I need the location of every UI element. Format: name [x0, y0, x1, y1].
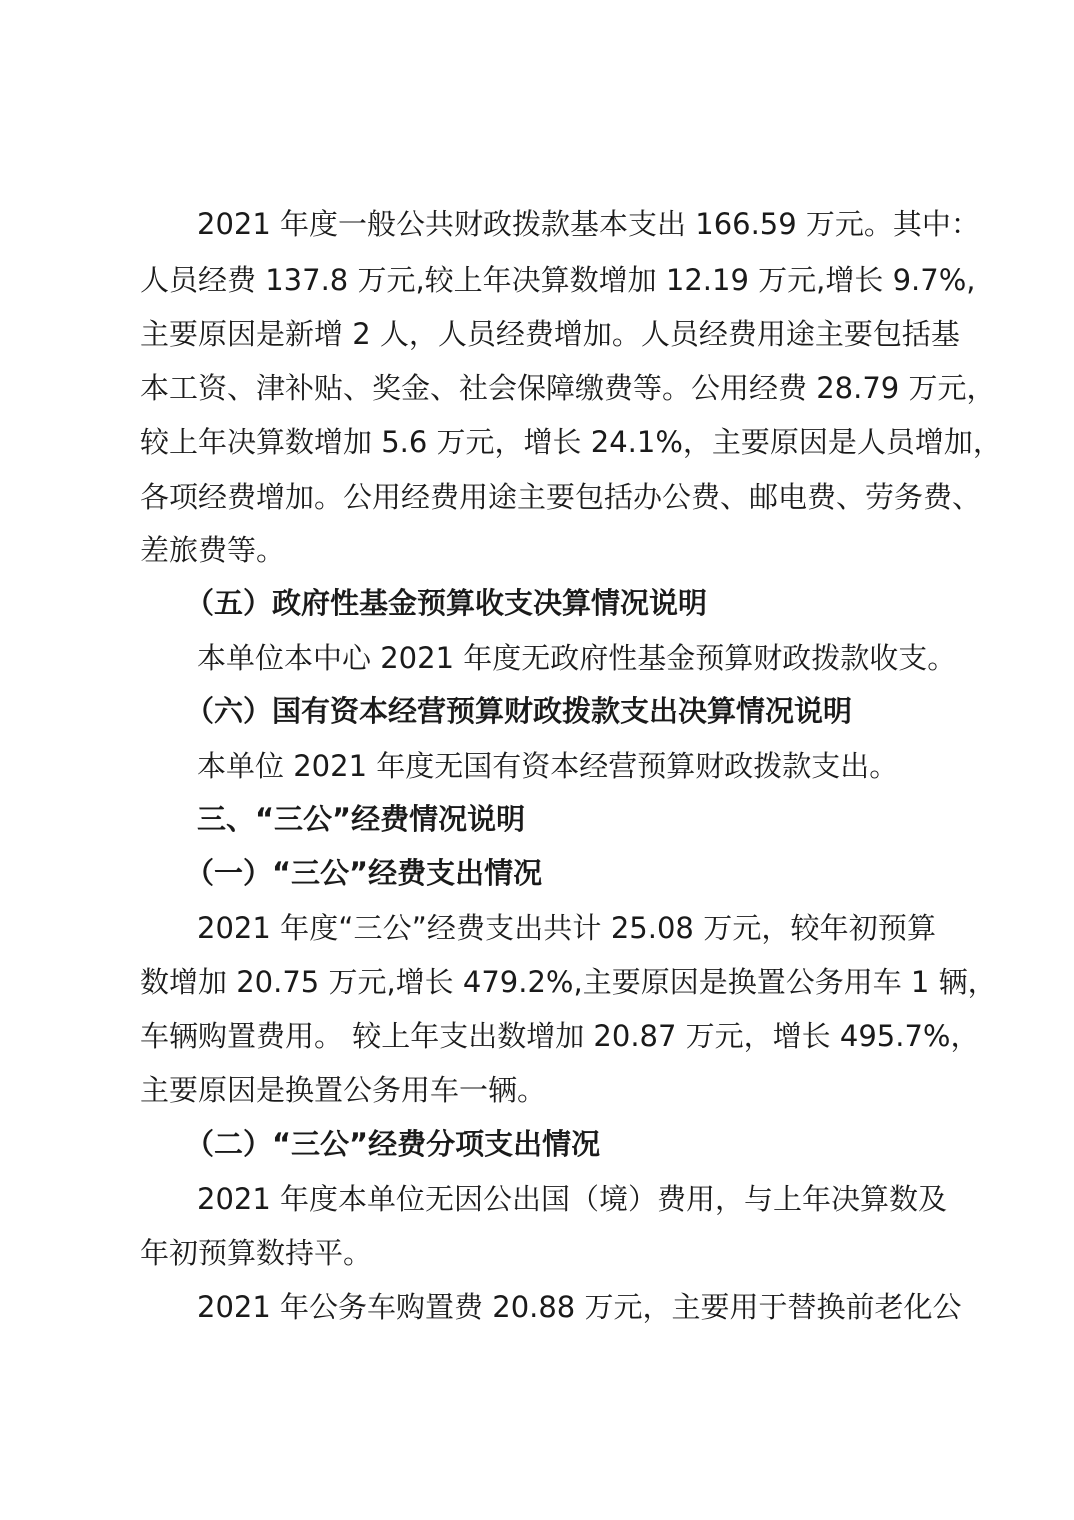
section-heading: 三、“三公”经费情况说明 — [197, 802, 526, 836]
section-heading: （六）国有资本经营预算财政拨款支出决算情况说明 — [185, 694, 853, 728]
paragraph-line: 主要原因是新增 2 人，人员经费增加。人员经费用途主要包括基 — [140, 317, 960, 351]
paragraph-line: 2021 年度一般公共财政拨款基本支出 166.59 万元。其中： — [197, 207, 980, 241]
paragraph-line: 本单位本中心 2021 年度无政府性基金预算财政拨款收支。 — [197, 641, 957, 675]
paragraph-line: 较上年决算数增加 5.6 万元，增长 24.1%，主要原因是人员增加， — [140, 425, 1002, 459]
paragraph-line: 2021 年度“三公”经费支出共计 25.08 万元，较年初预算 — [197, 911, 936, 945]
paragraph-line: 人员经费 137.8 万元,较上年决算数增加 12.19 万元,增长 9.7%, — [140, 263, 976, 297]
paragraph-line: 各项经费增加。公用经费用途主要包括办公费、邮电费、劳务费、 — [140, 480, 982, 514]
paragraph-line: 2021 年度本单位无因公出国（境）费用，与上年决算数及 — [197, 1182, 948, 1216]
paragraph-line: 差旅费等。 — [140, 533, 286, 567]
paragraph-line: 车辆购置费用。 较上年支出数增加 20.87 万元，增长 495.7%， — [140, 1019, 980, 1053]
paragraph-line: 本单位 2021 年度无国有资本经营预算财政拨款支出。 — [197, 749, 899, 783]
paragraph-line: 数增加 20.75 万元,增长 479.2%,主要原因是换置公务用车 1 辆， — [140, 965, 997, 999]
paragraph-line: 年初预算数持平。 — [140, 1236, 373, 1270]
section-heading: （二）“三公”经费分项支出情况 — [185, 1127, 601, 1161]
paragraph-line: 2021 年公务车购置费 20.88 万元，主要用于替换前老化公 — [197, 1290, 962, 1324]
section-heading: （五）政府性基金预算收支决算情况说明 — [185, 586, 708, 620]
paragraph-line: 本工资、津补贴、奖金、社会保障缴费等。公用经费 28.79 万元， — [140, 371, 996, 405]
paragraph-line: 主要原因是换置公务用车一辆。 — [140, 1073, 547, 1107]
section-heading: （一）“三公”经费支出情况 — [185, 856, 543, 890]
